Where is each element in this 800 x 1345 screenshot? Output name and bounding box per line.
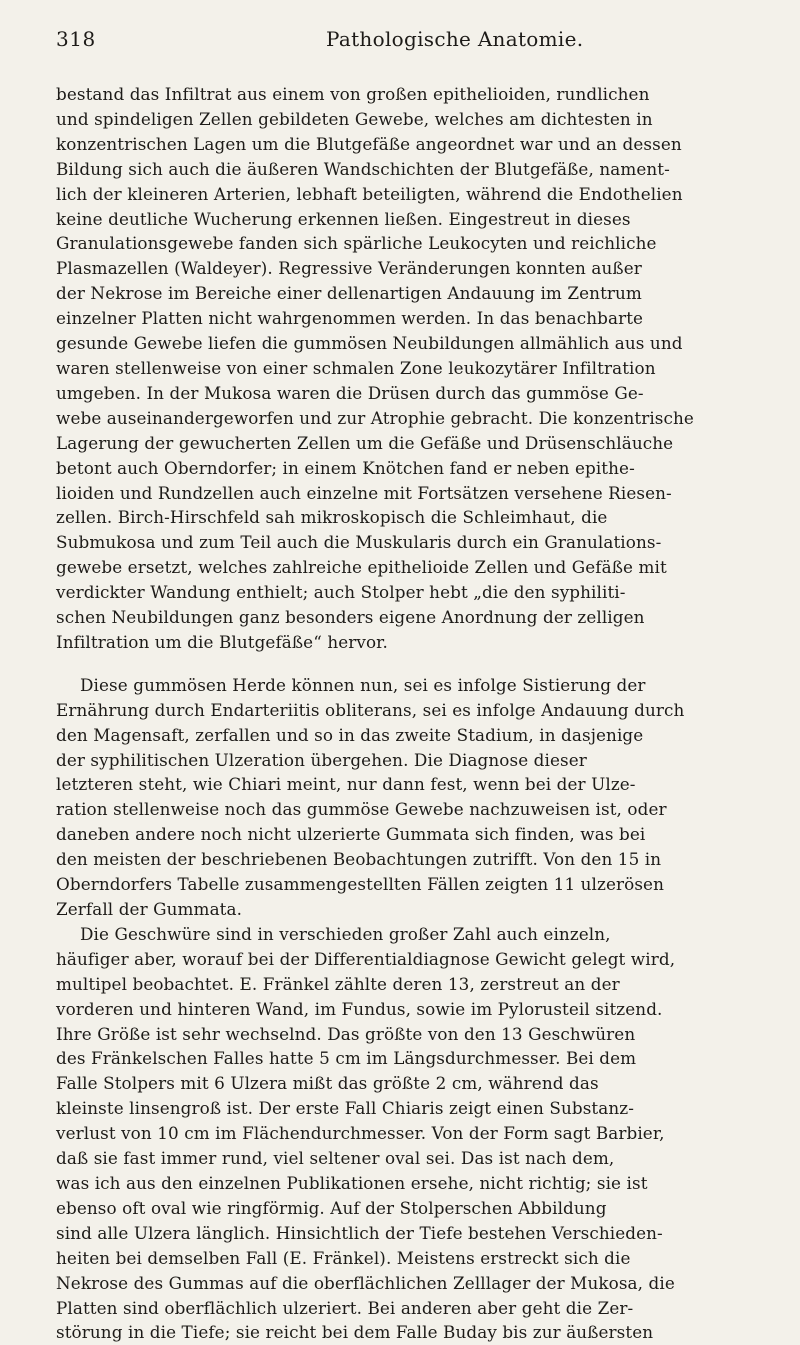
text-line: zellen. Birch-Hirschfeld sah mikroskopisch die Schleimhaut, die xyxy=(56,507,608,528)
text-line: gewebe ersetzt, welches zahlreiche epithelioide Zellen und Gefäße mit xyxy=(56,557,667,578)
text-line: bestand das Infiltrat aus einem von großen epithelioiden, rundlichen xyxy=(56,84,650,104)
text-line: schen Neubildungen ganz besonders eigene Anordnung der zelligen xyxy=(56,607,645,628)
text-line: verdickter Wandung enthielt; auch Stolper hebt „die den syphiliti- xyxy=(56,582,626,603)
text-line: Ihre Größe ist sehr wechselnd. Das größte von den 13 Geschwüren xyxy=(56,1023,636,1044)
text-line: der syphilitischen Ulzeration übergehen. Die Diagnose dieser xyxy=(56,749,587,770)
text-line: vorderen und hinteren Wand, im Fundus, sowie im Pylorusteil sitzend. xyxy=(56,998,663,1019)
text-line: lich der kleineren Arterien, lebhaft beteiligten, während die Endothelien xyxy=(56,183,683,204)
text-line: Falle Stolpers mit 6 Ulzera mißt das größte 2 cm, während das xyxy=(56,1073,599,1094)
text-line: den Magensaft, zerfallen und so in das zweite Stadium, in dasjenige xyxy=(56,724,644,745)
text-line: daneben andere noch nicht ulzerierte Gummata sich finden, was bei xyxy=(56,824,646,845)
paragraph xyxy=(56,673,762,922)
text-line: lioiden und Rundzellen auch einzelne mit Fortsätzen versehene Riesen- xyxy=(56,482,672,503)
text-line: häufiger aber, worauf bei der Differentialdiagnose Gewicht gelegt wird, xyxy=(56,948,676,969)
text-line: einzelner Platten nicht wahrgenommen werden. In das benachbarte xyxy=(56,308,644,329)
text-line: Granulationsgewebe fanden sich spärliche Leukocyten und reichliche xyxy=(56,233,657,254)
text-line: konzentrischen Lagen um die Blutgefäße angeordnet war und an dessen xyxy=(56,133,682,154)
text-line: Bildung sich auch die äußeren Wandschichten der Blutgefäße, nament- xyxy=(56,158,670,179)
paragraph xyxy=(56,922,762,1345)
text-line: kleinste linsengroß ist. Der erste Fall Chiaris zeigt einen Substanz- xyxy=(56,1098,634,1119)
text-line: des Fränkelschen Falles hatte 5 cm im Längsdurchmesser. Bei dem xyxy=(56,1048,637,1069)
text-line: Platten sind oberflächlich ulzeriert. Bei anderen aber geht die Zer- xyxy=(56,1297,634,1318)
text-line: Lagerung der gewucherten Zellen um die Gefäße und Drüsenschläuche xyxy=(56,432,674,453)
text-line: umgeben. In der Mukosa waren die Drüsen durch das gummöse Ge- xyxy=(56,382,644,403)
text-line: ebenso oft oval wie ringförmig. Auf der Stolperschen Abbildung xyxy=(56,1197,607,1218)
text-line: Oberndorfers Tabelle zusammengestellten Fällen zeigten 11 ulzerösen xyxy=(56,874,664,895)
text-line: verlust von 10 cm im Flächendurchmesser. Von der Form sagt Barbier, xyxy=(56,1123,665,1144)
text-line: daß sie fast immer rund, viel seltener oval sei. Das ist nach dem, xyxy=(56,1148,615,1169)
text-line: webe auseinandergeworfen und zur Atrophie gebracht. Die konzentrische xyxy=(56,407,694,428)
text-line: und spindeligen Zellen gebildeten Gewebe, welches am dichtesten in xyxy=(56,108,653,129)
text-line: Ernährung durch Endarteriitis obliterans, sei es infolge Andauung durch xyxy=(56,699,685,720)
text-line: Nekrose des Gummas auf die oberflächlichen Zelllager der Mukosa, die xyxy=(56,1272,675,1293)
text-line: sind alle Ulzera länglich. Hinsichtlich der Tiefe bestehen Verschieden- xyxy=(56,1222,663,1243)
text-line: störung in die Tiefe; sie reicht bei dem Falle Buday bis zur äußersten xyxy=(56,1322,654,1343)
text-line: gesunde Gewebe liefen die gummösen Neubildungen allmählich aus und xyxy=(56,333,683,354)
text-line: Plasmazellen (Waldeyer). Regressive Veränderungen konnten außer xyxy=(56,258,642,279)
text-line: was ich aus den einzelnen Publikationen ersehe, nicht richtig; sie ist xyxy=(56,1172,648,1193)
text-line: waren stellenweise von einer schmalen Zone leukozytärer Infiltration xyxy=(56,357,656,378)
body-text xyxy=(56,82,762,1345)
text-line: Die Geschwüre sind in verschieden großer Zahl auch einzeln, xyxy=(80,923,611,944)
page-number: 318 xyxy=(56,27,96,51)
text-line: ration stellenweise noch das gummöse Gewebe nachzuweisen ist, oder xyxy=(56,799,667,820)
running-title: Pathologische Anatomie. xyxy=(326,27,584,51)
text-line: Submukosa und zum Teil auch die Muskularis durch ein Granulations- xyxy=(56,532,662,553)
text-line: multipel beobachtet. E. Fränkel zählte deren 13, zerstreut an der xyxy=(56,973,620,994)
text-line: der Nekrose im Bereiche einer dellenartigen Andauung im Zentrum xyxy=(56,283,642,304)
text-line: keine deutliche Wucherung erkennen ließen. Eingestreut in dieses xyxy=(56,208,631,229)
text-line: letzteren steht, wie Chiari meint, nur dann fest, wenn bei der Ulze- xyxy=(56,774,636,795)
text-line: den meisten der beschriebenen Beobachtungen zutrifft. Von den 15 in xyxy=(56,849,662,870)
text-line: Diese gummösen Herde können nun, sei es infolge Sistierung der xyxy=(80,674,646,695)
text-line: betont auch Oberndorfer; in einem Knötchen fand er neben epithe- xyxy=(56,457,635,478)
text-line: heiten bei demselben Fall (E. Fränkel). Meistens erstreckt sich die xyxy=(56,1247,631,1268)
paragraph xyxy=(56,82,762,655)
text-line: Zerfall der Gummata. xyxy=(56,899,243,919)
page-header xyxy=(56,22,756,56)
text-line: Infiltration um die Blutgefäße“ hervor. xyxy=(56,631,388,652)
